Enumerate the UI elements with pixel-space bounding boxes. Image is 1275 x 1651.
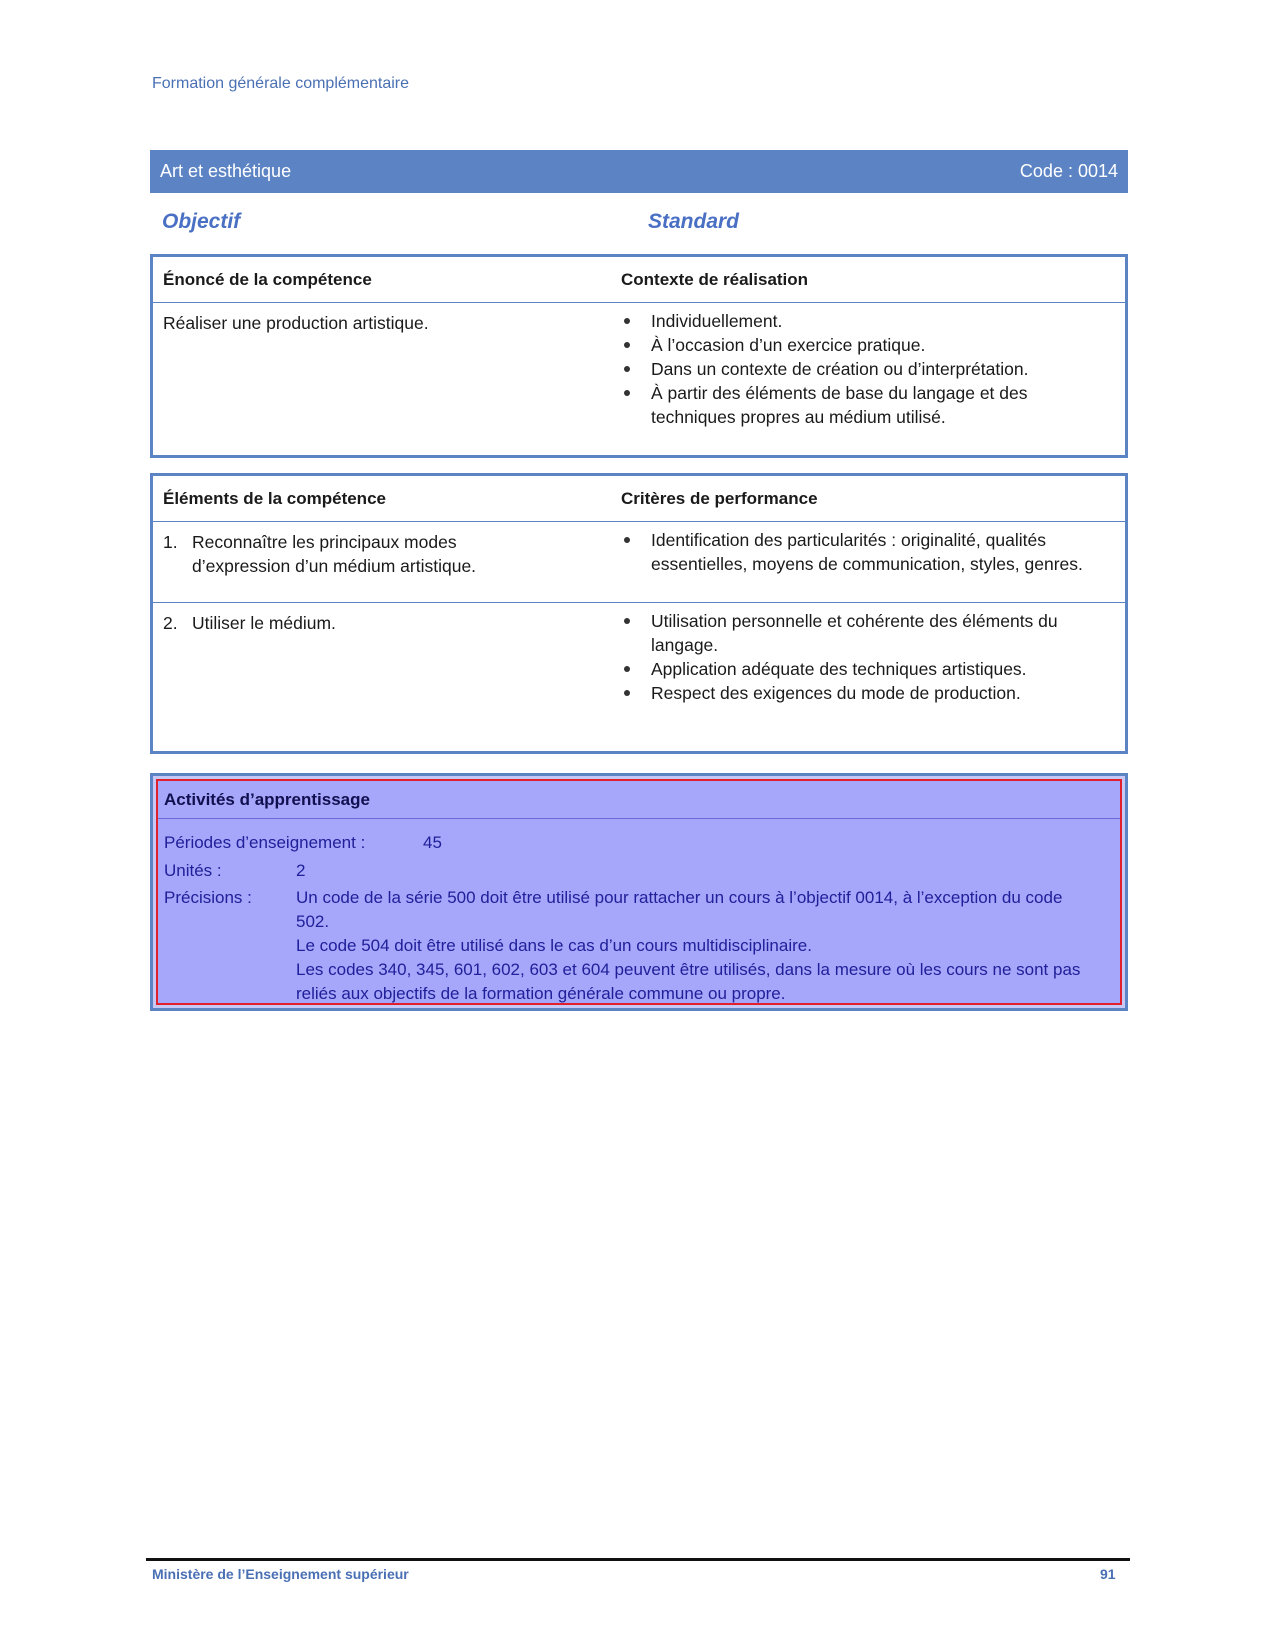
context-list: [621, 309, 1091, 429]
criteria-item: Respect des exigences du mode de production.: [621, 681, 1091, 705]
criteria-heading: Critères de performance: [621, 489, 818, 508]
units-label: Unités :: [164, 861, 222, 880]
context-item: Dans un contexte de création ou d’interprétation.: [621, 357, 1091, 381]
element-text: Utiliser le médium.: [192, 613, 336, 633]
context-item: À partir des éléments de base du langage et des techniques propres au médium utilisé.: [621, 381, 1091, 429]
criteria-item: Utilisation personnelle et cohérente des éléments du langage.: [621, 609, 1091, 657]
elements-header-row: [153, 476, 1125, 522]
elements-table: [150, 473, 1128, 754]
context-heading: Contexte de réalisation: [621, 270, 809, 289]
element-text: Reconnaître les principaux modes d’expression d’un médium artistique.: [192, 532, 477, 576]
objectif-label: Objectif: [162, 210, 241, 233]
context-item: Individuellement.: [621, 309, 1091, 333]
criteria-list: [621, 609, 1091, 705]
section-labels: [160, 210, 1120, 238]
units-value: 2: [296, 861, 306, 880]
activities-heading: Activités d’apprentissage: [158, 781, 1120, 819]
precisions-label: Précisions :: [164, 888, 252, 907]
activities-box: [150, 773, 1128, 1011]
periods-value: 45: [423, 833, 442, 852]
criteria-item: Identification des particularités : originalité, qualités essentielles, moyens de communication, styles, genres.: [621, 528, 1091, 576]
criteria-list: [621, 528, 1091, 576]
element-row: [153, 522, 1125, 603]
precision-paragraph: Un code de la série 500 doit être utilisé pour rattacher un cours à l’objectif 0014, à l’exception du code 502.: [296, 888, 1063, 931]
standard-label: Standard: [648, 210, 740, 233]
competence-table: [150, 254, 1128, 458]
element-number: 1.: [163, 532, 178, 552]
precision-paragraph: Les codes 340, 345, 601, 602, 603 et 604 peuvent être utilisés, dans la mesure où les cours ne sont pas reliés aux objectifs de la formation générale commune ou propre.: [296, 960, 1081, 1003]
footer-rule: [146, 1558, 1130, 1561]
footer-ministry: Ministère de l’Enseignement supérieur: [152, 1566, 409, 1582]
element-row: [153, 603, 1125, 751]
competence-header-row: [153, 257, 1125, 303]
page-number: 91: [1100, 1566, 1116, 1582]
elements-heading: Éléments de la compétence: [163, 489, 386, 508]
running-header: Formation générale complémentaire: [152, 75, 410, 92]
precision-paragraph: Le code 504 doit être utilisé dans le cas d’un cours multidisciplinaire.: [296, 936, 812, 955]
competence-statement-heading: Énoncé de la compétence: [163, 270, 372, 289]
course-title: Art et esthétique: [160, 161, 292, 181]
periods-label: Périodes d’enseignement :: [164, 833, 366, 852]
precisions-text: [296, 886, 1096, 1006]
title-bar: [150, 150, 1128, 193]
context-item: À l’occasion d’un exercice pratique.: [621, 333, 1091, 357]
course-code: Code : 0014: [1019, 161, 1118, 181]
element-number: 2.: [163, 613, 178, 633]
criteria-item: Application adéquate des techniques artistiques.: [621, 657, 1091, 681]
competence-statement: Réaliser une production artistique.: [163, 313, 429, 333]
activities-panel: [156, 779, 1122, 1005]
competence-body-row: [153, 303, 1125, 453]
